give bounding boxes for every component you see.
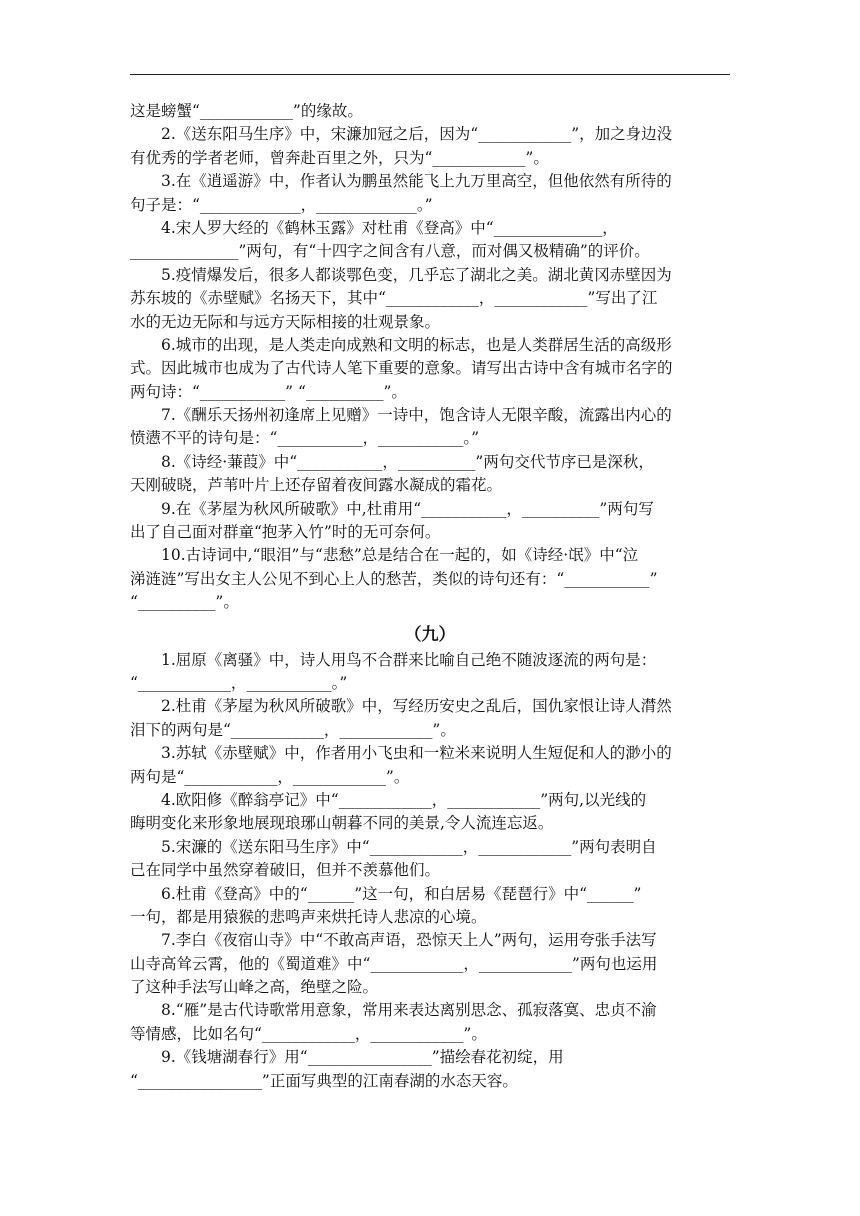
- text-line: ______________”两句，有“十四字之间含有八意，而对偶又极精确”的评价。: [130, 242, 650, 261]
- text-line: 愤懑不平的诗句是：“___________，___________。”: [130, 429, 480, 448]
- text-line: 式。因此城市也成为了古代诗人笔下重要的意象。请写出古诗中含有城市名字的: [130, 359, 673, 378]
- question-line: 6.城市的出现，是人类走向成熟和文明的标志，也是人类群居生活的高级形: [161, 335, 672, 354]
- text-line: “________________”正面写典型的江南春湖的水态天容。: [130, 1071, 518, 1090]
- text-line: 句子是：“_____________，_____________。”: [130, 195, 433, 214]
- text-line: 一句，都是用猿猴的悲鸣声来烘托诗人悲凉的心境。: [130, 907, 487, 926]
- text-line: 天刚破晓，芦苇叶片上还存留着夜间露水凝成的霜花。: [130, 476, 503, 495]
- question-line: 6.杜甫《登高》中的“______”这一句，和白居易《琵琶行》中“______”: [161, 884, 642, 903]
- text-line: 等情感，比如名句“____________，____________”。: [130, 1024, 487, 1043]
- question-line: 8.“雁”是古代诗歌常用意象，常用来表达离别思念、孤寂落寞、忠贞不渝: [161, 1001, 657, 1020]
- question-line: 2.杜甫《茅屋为秋风所破歌》中，写经历安史之乱后，国仇家恨让诗人潸然: [161, 697, 672, 716]
- text-line: 泪下的两句是“____________，____________”。: [130, 720, 456, 739]
- text-line: 山寺高耸云霄，他的《蜀道难》中“____________，____________”两句也运用: [130, 954, 658, 973]
- text-line: 涕涟涟”写出女主人公见不到心上人的愁苦，类似的诗句还有：“___________”: [130, 569, 658, 588]
- text-line: 两句诗：“___________” “__________”。: [130, 382, 407, 401]
- question-line: 2.《送东阳马生序》中，宋濂加冠之后，因为“____________”，加之身边没: [161, 125, 673, 144]
- document-body: [130, 100, 730, 1093]
- text-line: 这是螃蟹“____________”的缘故。: [130, 102, 363, 120]
- text-line: 晦明变化来形象地展现琅琊山朝暮不同的美景,令人流连忘返。: [130, 814, 554, 833]
- text-line: 出了自己面对群童“抱茅入竹”时的无可奈何。: [130, 523, 441, 542]
- question-line: 8.《诗经·蒹葭》中“___________，__________”两句交代节序已是深秋，: [161, 452, 654, 471]
- text-line: “__________”。: [130, 593, 239, 612]
- text-line: 水的无边无际和与远方天际相接的壮观景象。: [130, 312, 441, 331]
- question-line: 4.宋人罗大经的《鹤林玉露》对杜甫《登高》中“______________，: [161, 218, 618, 237]
- question-line: 7.李白《夜宿山寺》中“不敢高声语，恐惊天上人”两句，运用夸张手法写: [161, 931, 657, 950]
- text-line: 两句是“____________，____________”。: [130, 767, 410, 786]
- question-line: 3.苏轼《赤壁赋》中，作者用小飞虫和一粒米来说明人生短促和人的渺小的: [161, 744, 672, 763]
- question-line: 9.在《茅屋为秋风所破歌》中,杜甫用“___________，__________”两句写: [161, 499, 654, 518]
- question-line: 5.疫情爆发后，很多人都谈鄂色变，几乎忘了湖北之美。湖北黄冈赤壁因为: [161, 265, 672, 284]
- text-line: 己在同学中虽然穿着破旧，但并不羡慕他们。: [130, 861, 441, 880]
- question-line: 10.古诗词中,“眼泪”与“悲愁”总是结合在一起的，如《诗经·氓》中“泣: [161, 546, 639, 565]
- question-line: 7.《酬乐天扬州初逢席上见赠》一诗中，饱含诗人无限辛酸，流露出内心的: [161, 406, 672, 425]
- question-line: 1.屈原《离骚》中，诗人用鸟不合群来比喻自己绝不随波逐流的两句是：: [161, 650, 657, 669]
- text-line: 了这种手法写山峰之高，绝壁之险。: [130, 978, 379, 997]
- text-line: 苏东坡的《赤壁赋》名扬天下，其中“____________，____________”写出了江: [130, 289, 658, 308]
- question-line: 5.宋濂的《送东阳马生序》中“____________，____________”两句表明自: [161, 837, 657, 856]
- question-line: 3.在《逍遥游》中，作者认为鹏虽然能飞上九万里高空，但他依然有所待的: [161, 172, 672, 191]
- question-line: 4.欧阳修《醉翁亭记》中“____________，____________”两句,以光线的: [161, 790, 647, 809]
- text-line: 有优秀的学者老师，曾奔赴百里之外，只为“____________”。: [130, 148, 549, 167]
- text-line: “____________，___________。”: [130, 673, 348, 692]
- header-rule: [130, 74, 730, 75]
- section-heading: （九）: [404, 624, 456, 645]
- question-line: 9.《钱塘湖春行》用“________________”描绘春花初绽，用: [161, 1048, 564, 1067]
